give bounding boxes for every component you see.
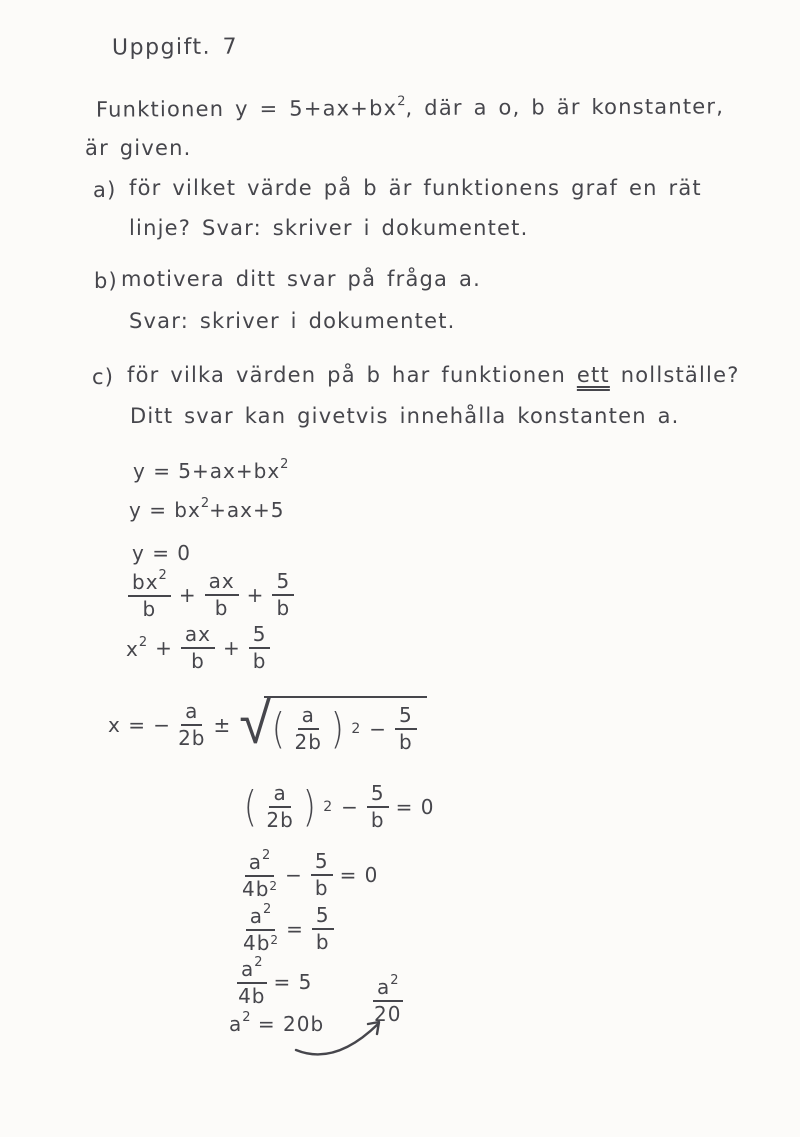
- equation-line-10: [237, 956, 312, 1007]
- exponent: 2: [351, 721, 362, 737]
- equation-line-7: [242, 783, 434, 831]
- equation-line-1: [133, 457, 288, 483]
- equals-zero: = 0: [395, 795, 435, 819]
- equation-text: $a^2 = 20b$: [229, 1010, 325, 1036]
- part-c-line-1: [127, 362, 740, 388]
- problem-statement-line-2: är given.: [85, 136, 192, 160]
- close-paren: ): [330, 704, 345, 753]
- part-c-label: c): [92, 365, 115, 389]
- fraction: $\frac{a^2}{4b}$: [238, 955, 266, 1008]
- fraction: $\frac{a}{2b}$: [266, 781, 294, 832]
- question-text: nollställe?: [609, 363, 740, 387]
- statement-text: , där a o, b är konstanter,: [405, 94, 725, 121]
- minus-operator: −: [341, 795, 359, 819]
- equation-line-9: [243, 903, 334, 954]
- fraction: $\frac{a}{2b}$: [178, 698, 206, 750]
- equals-zero: = 0: [339, 862, 379, 887]
- part-a-line-1: för vilket värde på b är funktionens graf en rät: [129, 176, 702, 200]
- exponent: 2: [390, 973, 399, 988]
- fraction: $\frac{ax}{b}$: [205, 571, 239, 619]
- equation-text: x = −: [108, 712, 172, 737]
- curved-arrow-icon: [290, 1008, 405, 1063]
- page-title: Uppgift. 7: [111, 34, 239, 61]
- exponent: 2: [269, 879, 278, 893]
- open-paren: (: [271, 704, 286, 753]
- equation-text: $y = 5+ax+bx^2$: [133, 457, 289, 483]
- equals-operator: =: [286, 916, 304, 941]
- fraction: $\frac{bx^2}{b}$: [128, 569, 171, 620]
- exponent: 2: [263, 902, 272, 917]
- part-b-label: b): [94, 269, 118, 293]
- equation-line-3: y = 0: [132, 541, 192, 565]
- plus-operator: +: [222, 636, 241, 660]
- exponent: 2: [270, 933, 279, 947]
- emphasized-word: ett: [576, 363, 610, 387]
- part-a-label: a): [93, 178, 117, 202]
- part-a-line-2: linje? Svar: skriver i dokumentet.: [129, 216, 529, 240]
- fraction: $\frac{5}{b}$: [311, 851, 333, 899]
- exponent: 2: [254, 955, 263, 970]
- square-root: [239, 689, 426, 757]
- exponent: 2: [138, 635, 148, 650]
- part-b-line-1: motivera ditt svar på fråga a.: [121, 267, 481, 291]
- equation-line-6-quadratic-formula: [108, 689, 427, 757]
- minus-operator: −: [285, 862, 303, 887]
- part-c-line-2: Ditt svar kan givetvis innehålla konstanten a.: [130, 404, 680, 428]
- exponent: 2: [242, 1010, 251, 1025]
- fraction: $\frac{a^2}{4b^2}$: [242, 848, 278, 901]
- fraction: $\frac{5}{b}$: [367, 783, 389, 831]
- minus-operator: −: [369, 717, 387, 741]
- fraction: $\frac{5}{b}$: [272, 571, 294, 619]
- fraction: $\frac{5}{b}$: [395, 705, 417, 753]
- equation-line-5: [126, 624, 270, 672]
- exponent: 2: [323, 799, 334, 815]
- equals-five: = 5: [273, 969, 313, 994]
- fraction: $\frac{a}{2b}$: [294, 703, 322, 754]
- fraction: $\frac{5}{b}$: [249, 624, 271, 672]
- plus-operator: +: [155, 636, 173, 660]
- fraction: $\frac{a^2}{4b^2}$: [243, 902, 279, 955]
- part-b-line-2: Svar: skriver i dokumentet.: [129, 309, 456, 333]
- question-text: för vilka värden på b har funktionen: [127, 363, 577, 387]
- fraction: $\frac{ax}{b}$: [181, 624, 215, 672]
- fraction: $\frac{a^2}{20}$: [374, 973, 402, 1026]
- problem-statement-line-1: [96, 92, 724, 123]
- exponent: 2: [262, 848, 271, 863]
- close-paren: ): [302, 782, 317, 831]
- plus-operator: +: [246, 582, 265, 607]
- equation-text: $x^2$: [126, 635, 148, 661]
- equation-line-8: [242, 849, 378, 900]
- plus-operator: +: [178, 582, 197, 607]
- equation-text: $y = bx^2+ax+5$: [129, 496, 285, 522]
- radical-sign: √: [239, 689, 273, 757]
- fraction: $\frac{5}{b}$: [312, 905, 334, 953]
- equation-line-4: [128, 569, 294, 620]
- exponent: 2: [397, 94, 406, 110]
- exponent: 2: [158, 568, 167, 583]
- equation-line-2: [129, 496, 284, 522]
- exponent: 2: [200, 496, 210, 511]
- exponent: 2: [280, 457, 289, 472]
- open-paren: (: [243, 782, 258, 831]
- plus-minus-operator: ±: [213, 712, 232, 737]
- statement-text: Funktionen y = 5+ax+bx: [95, 96, 398, 122]
